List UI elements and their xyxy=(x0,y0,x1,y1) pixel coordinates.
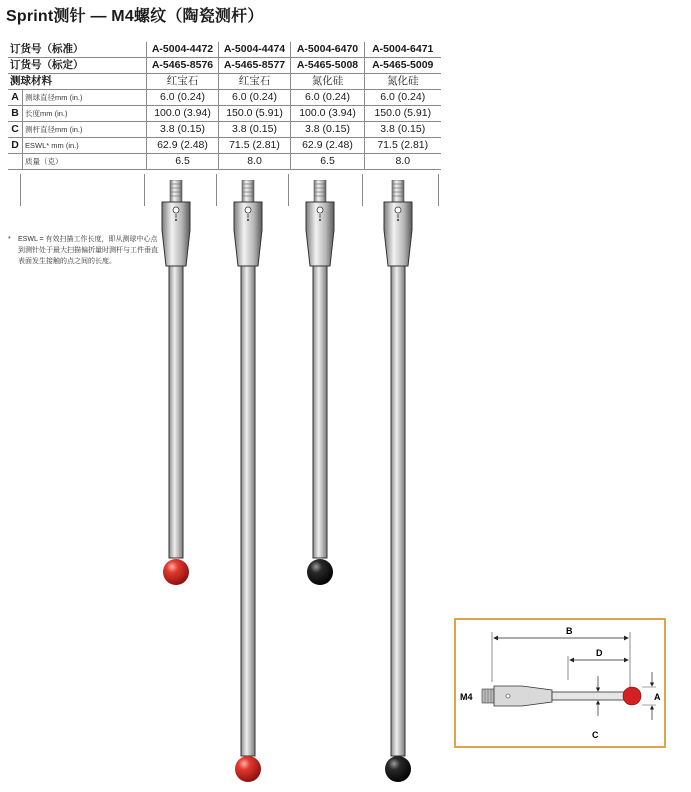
stem-dia-4: 3.8 (0.15) xyxy=(365,122,441,138)
footnote-text: ESWL = 有效扫描工作长度，即从测球中心点到测针处于最大扫描偏折量时测杆与工件垂直表面发生接触的点之间的长度。 xyxy=(18,236,158,265)
row-letter-c: C xyxy=(8,122,23,138)
column-divider xyxy=(144,174,145,206)
length-2: 150.0 (5.91) xyxy=(219,106,291,122)
mass-3: 6.5 xyxy=(291,154,365,170)
mass-1: 6.5 xyxy=(147,154,219,170)
material-label: 测球材料 xyxy=(10,75,52,87)
cal-order-label: 订货号（标定） xyxy=(10,59,84,71)
stem-dia-3: 3.8 (0.15) xyxy=(291,122,365,138)
row-letter-a: A xyxy=(8,90,23,106)
ball-dia-3: 6.0 (0.24) xyxy=(291,90,365,106)
column-divider xyxy=(362,174,363,206)
footnote-marker: * xyxy=(8,236,11,243)
stylus-image-1 xyxy=(158,180,194,600)
length-label: 长度mm (in.) xyxy=(25,109,68,118)
dim-label-b: B xyxy=(566,626,573,636)
column-divider xyxy=(438,174,439,206)
dim-label-c: C xyxy=(592,730,599,740)
std-order-1: A-5004-4472 xyxy=(147,42,219,58)
material-1: 红宝石 xyxy=(147,74,219,90)
cal-order-2: A-5465-8577 xyxy=(219,58,291,74)
table-row xyxy=(8,42,441,58)
mass-label: 质量（克） xyxy=(25,157,63,166)
ball-dia-label: 测球直径mm (in.) xyxy=(25,93,83,102)
eswl-3: 62.9 (2.48) xyxy=(291,138,365,154)
length-4: 150.0 (5.91) xyxy=(365,106,441,122)
table-row xyxy=(8,106,441,122)
eswl-label: ESWL* mm (in.) xyxy=(25,141,79,150)
mass-4: 8.0 xyxy=(365,154,441,170)
row-letter-b: B xyxy=(8,106,23,122)
length-1: 100.0 (3.94) xyxy=(147,106,219,122)
thread-label: M4 xyxy=(460,692,473,702)
table-row xyxy=(8,154,441,170)
dimension-diagram xyxy=(454,618,666,748)
table-row xyxy=(8,90,441,106)
cal-order-3: A-5465-5008 xyxy=(291,58,365,74)
std-order-label: 订货号（标准） xyxy=(10,43,84,55)
stylus-image-3 xyxy=(302,180,338,600)
stylus-image-2 xyxy=(230,180,266,785)
row-letter-mass xyxy=(8,154,23,170)
table-row xyxy=(8,58,441,74)
stylus-image-4 xyxy=(380,180,416,785)
length-3: 100.0 (3.94) xyxy=(291,106,365,122)
column-divider xyxy=(20,174,21,206)
table-row xyxy=(8,74,441,90)
row-letter-d: D xyxy=(8,138,23,154)
page-title: Sprint测针 — M4螺纹（陶瓷测杆） xyxy=(6,8,264,25)
cal-order-4: A-5465-5009 xyxy=(365,58,441,74)
material-4: 氮化硅 xyxy=(365,74,441,90)
std-order-4: A-5004-6471 xyxy=(365,42,441,58)
eswl-1: 62.9 (2.48) xyxy=(147,138,219,154)
std-order-2: A-5004-4474 xyxy=(219,42,291,58)
column-divider xyxy=(288,174,289,206)
cal-order-1: A-5465-8576 xyxy=(147,58,219,74)
material-2: 红宝石 xyxy=(219,74,291,90)
dim-label-a: A xyxy=(654,692,661,702)
ball-dia-1: 6.0 (0.24) xyxy=(147,90,219,106)
ball-dia-2: 6.0 (0.24) xyxy=(219,90,291,106)
eswl-4: 71.5 (2.81) xyxy=(365,138,441,154)
column-divider xyxy=(216,174,217,206)
std-order-3: A-5004-6470 xyxy=(291,42,365,58)
material-3: 氮化硅 xyxy=(291,74,365,90)
stem-dia-2: 3.8 (0.15) xyxy=(219,122,291,138)
eswl-2: 71.5 (2.81) xyxy=(219,138,291,154)
dim-label-d: D xyxy=(596,648,603,658)
spec-table xyxy=(8,42,441,170)
ball-dia-4: 6.0 (0.24) xyxy=(365,90,441,106)
stem-dia-1: 3.8 (0.15) xyxy=(147,122,219,138)
eswl-footnote xyxy=(8,234,158,267)
mass-2: 8.0 xyxy=(219,154,291,170)
table-row xyxy=(8,122,441,138)
stem-dia-label: 测杆直径mm (in.) xyxy=(25,125,83,134)
stylus-dimension-drawing xyxy=(456,620,664,746)
table-row xyxy=(8,138,441,154)
